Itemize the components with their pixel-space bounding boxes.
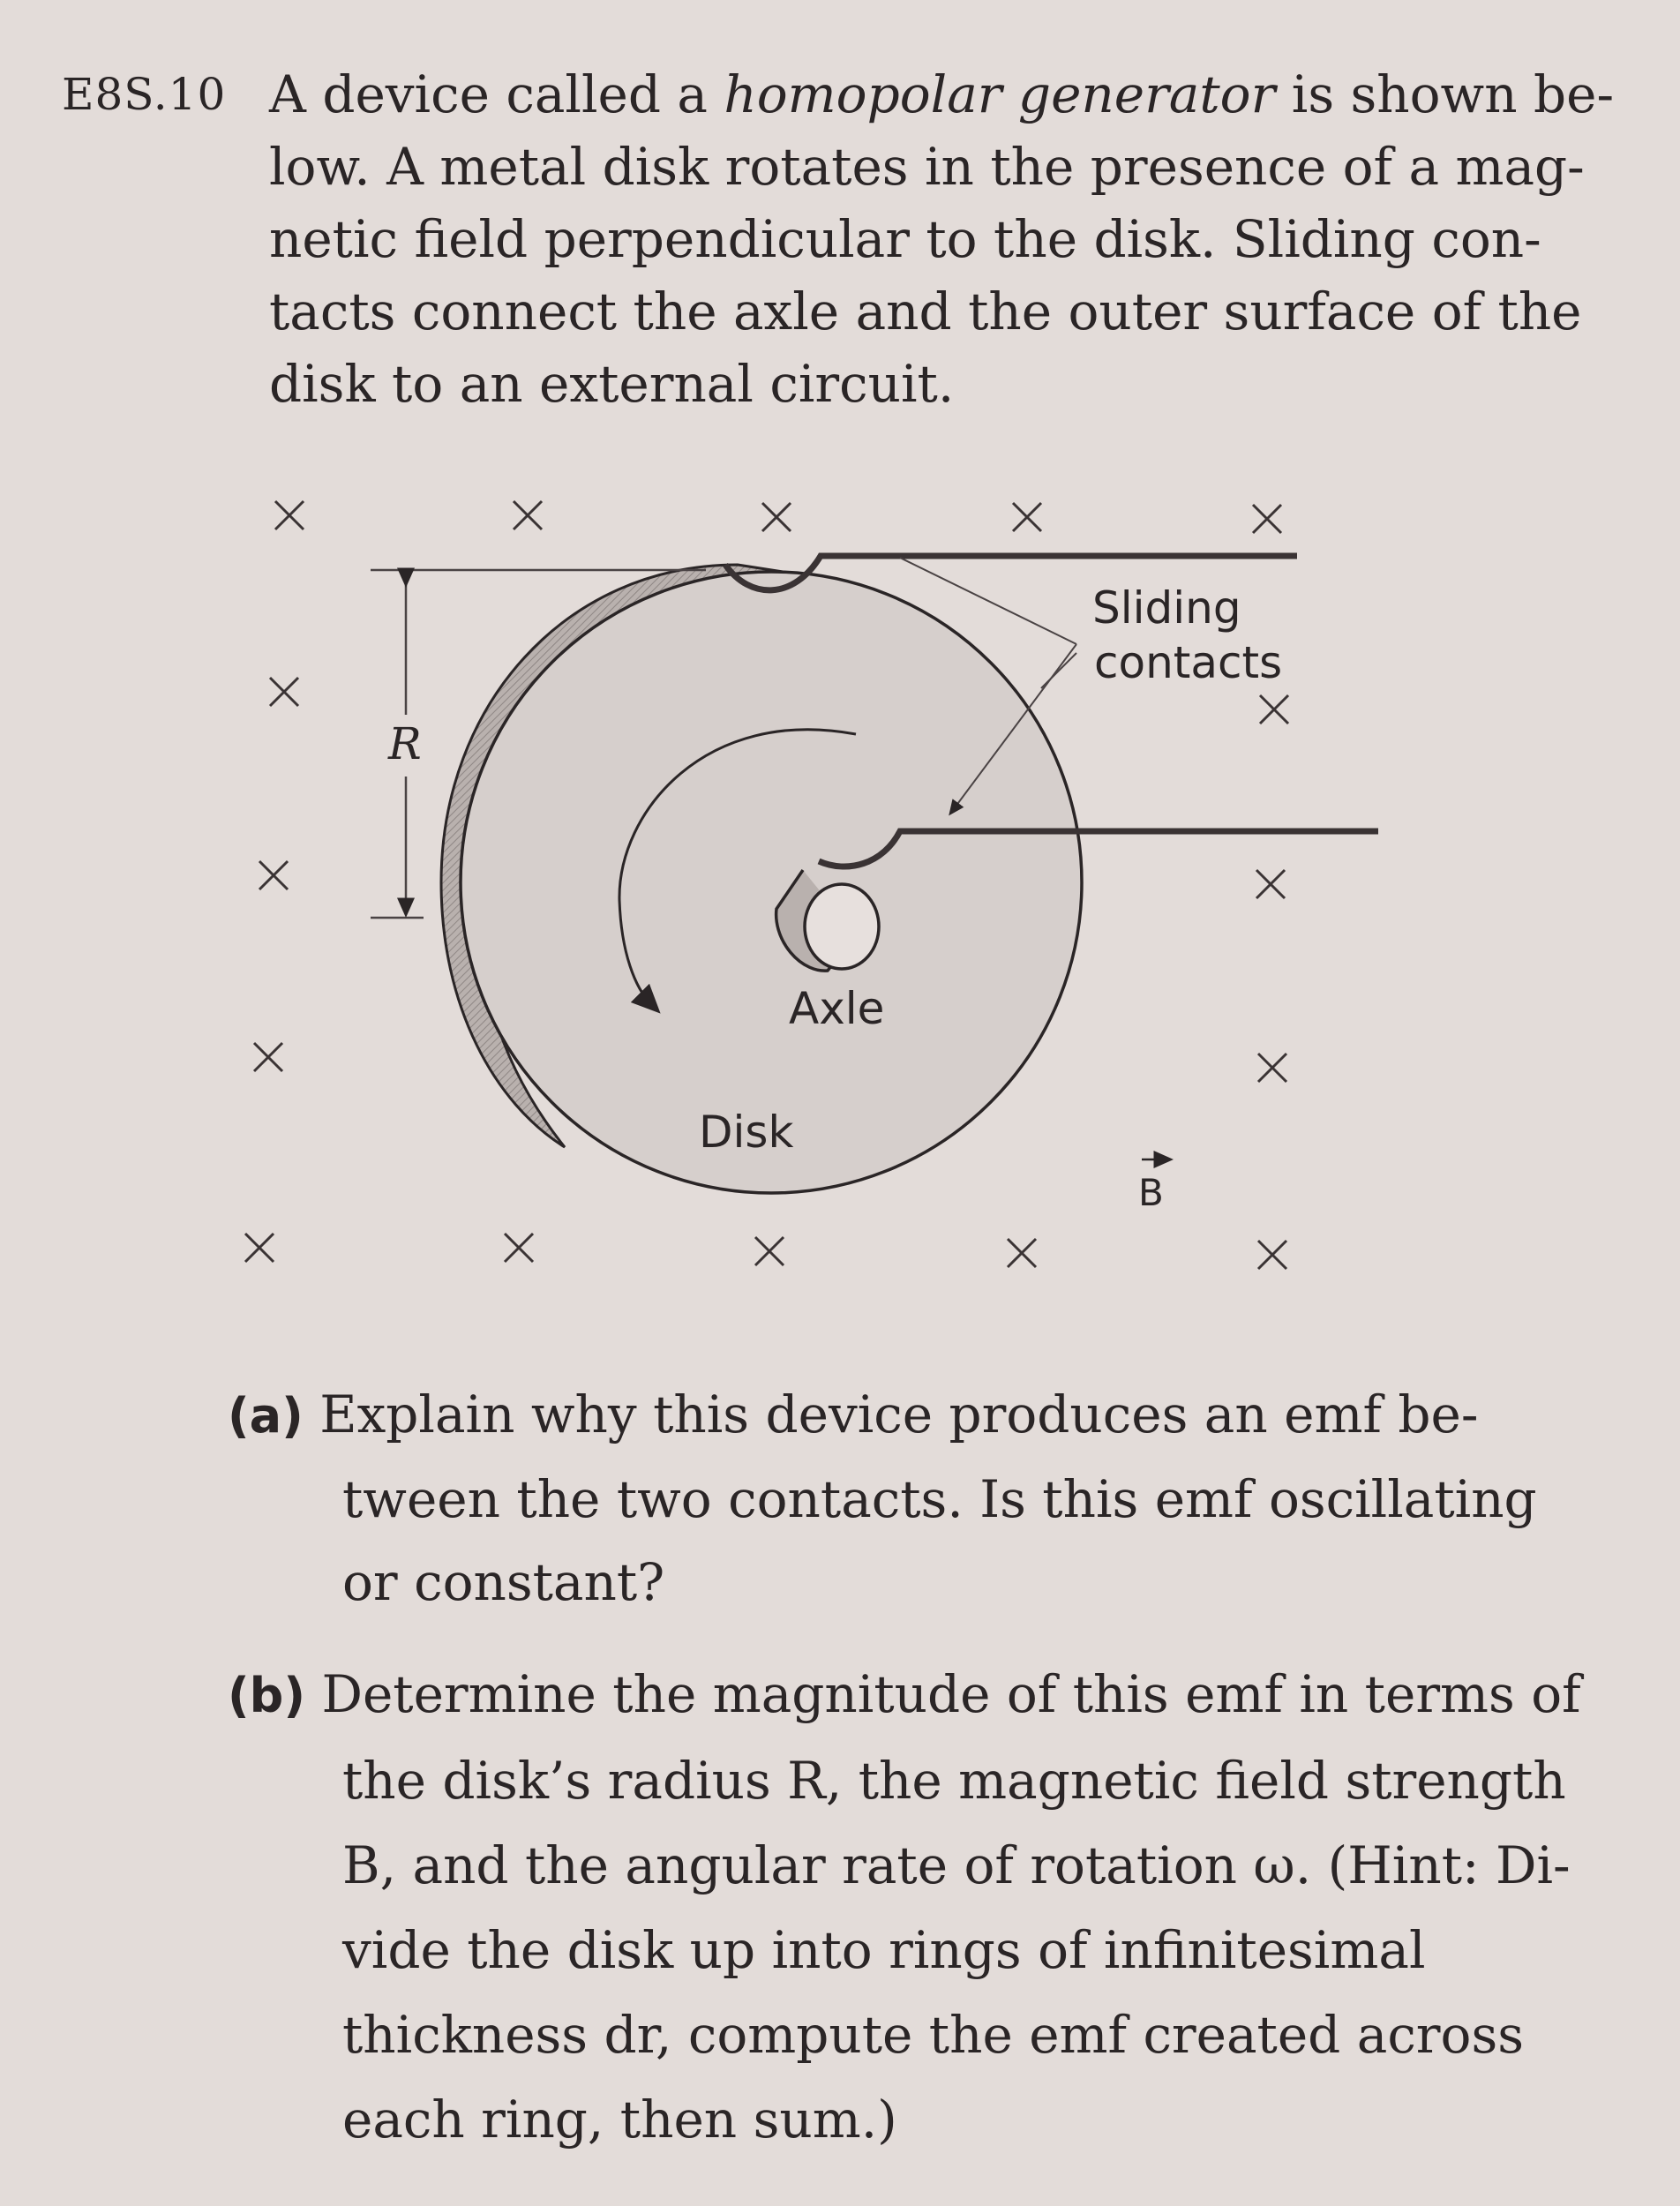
field-cross (275, 501, 304, 529)
intro-line-4: tacts connect the axle and the outer surface of the (269, 281, 1582, 341)
part-a-line-3: or constant? (342, 1552, 665, 1612)
term-homopolar-generator: homopolar generator (724, 64, 1276, 124)
part-b-label: (b) (228, 1668, 306, 1723)
sliding-contacts-label-line-1: Sliding (1092, 582, 1241, 634)
part-b-line-3: B, and the angular rate of rotation ω. (Hint: Di- (342, 1835, 1571, 1895)
part-a-label: (a) (228, 1388, 304, 1444)
field-cross (514, 501, 542, 529)
field-cross (245, 1234, 274, 1262)
field-cross (1013, 503, 1041, 531)
intro-line-1: A device called a homopolar generator is shown be- (269, 64, 1615, 124)
part-b-line-6: each ring, then sum.) (342, 2090, 897, 2150)
field-cross (259, 861, 288, 889)
field-label (1138, 1159, 1165, 1214)
field-cross (1260, 695, 1288, 724)
radius-label: R (388, 718, 422, 769)
field-cross (505, 1234, 533, 1262)
field-cross (1008, 1239, 1036, 1267)
sliding-contacts-label-line-2: contacts (1094, 637, 1283, 688)
field-cross (1253, 505, 1281, 533)
intro-line-2: low. A metal disk rotates in the presence of a mag- (269, 137, 1585, 197)
svg-text:B: B (1138, 1171, 1164, 1214)
part-b-line-5: thickness dr, compute the emf created across (342, 2005, 1524, 2065)
disk-label: Disk (699, 1107, 794, 1158)
field-cross (270, 678, 298, 706)
part-a-line-1: (a) Explain why this device produces an emf be- (228, 1384, 1479, 1444)
field-cross (762, 503, 791, 531)
field-cross (755, 1237, 784, 1265)
part-a-line-2: tween the two contacts. Is this emf oscillating (342, 1469, 1537, 1529)
part-a (228, 1373, 1586, 1624)
intro-line-5: disk to an external circuit. (269, 354, 955, 414)
intro-line-3: netic field perpendicular to the disk. Sliding con- (269, 209, 1541, 269)
problem-number: E8S.10 (62, 69, 227, 120)
field-cross (1256, 870, 1285, 898)
disk (461, 572, 1082, 1193)
part-b-line-2: the disk’s radius R, the magnetic field strength (342, 1751, 1566, 1811)
part-b-line-4: vide the disk up into rings of infinitesimal (342, 1920, 1426, 1980)
field-cross (1258, 1241, 1286, 1269)
part-b-line-1: (b) Determine the magnitude of this emf in terms of (228, 1664, 1581, 1724)
part-b (228, 1652, 1604, 2162)
field-cross (1258, 1054, 1286, 1082)
field-cross (254, 1043, 282, 1071)
axle-label: Axle (789, 983, 885, 1034)
